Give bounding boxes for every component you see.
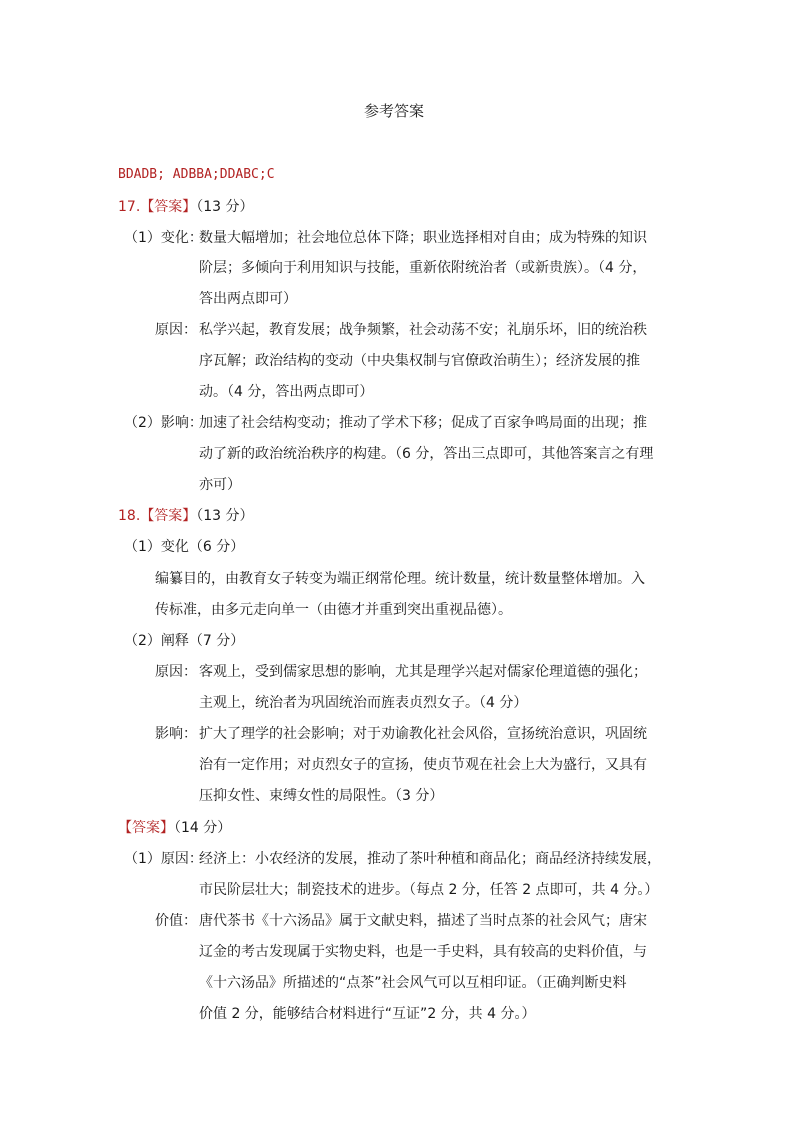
q18-score: （13 分）	[196, 508, 254, 524]
q17-answer-tag: 【答案】	[140, 199, 197, 215]
page-title: 参考答案	[364, 102, 425, 120]
q17-number: 17.	[118, 199, 141, 215]
q18-impact-line1: 扩大了理学的社会影响；对于劝谕教化社会风俗，宣扬统治意识，巩固统	[199, 726, 647, 742]
q19-value-line3: 《十六汤品》所描述的“点茶”社会风气可以互相印证。（正确判断史料	[199, 975, 627, 991]
q18-impact-line2: 治有一定作用；对贞烈女子的宣扬，使贞节观在社会上大为盛行，又具有	[199, 757, 647, 773]
q19-value-line2: 辽金的考古发现属于实物史料，也是一手史料，具有较高的史料价值，与	[199, 944, 647, 960]
q17-part2-line3: 亦可）	[199, 477, 241, 493]
q18-reason-line1: 客观上，受到儒家思想的影响，尤其是理学兴起对儒家伦理道德的强化；	[199, 664, 647, 680]
q19-answer-tag: 【答案】	[118, 820, 174, 836]
q17-reason-line2: 序瓦解；政治结构的变动（中央集权制与官僚政治萌生）；经济发展的推	[199, 353, 640, 369]
q19-part1-line2: 市民阶层壮大；制瓷技术的进步。（每点 2 分，任答 2 点即可，共 4 分。）	[199, 882, 659, 898]
q17-part1-line2: 阶层；多倾向于利用知识与技能，重新依附统治者（或新贵族）。（4 分，	[199, 260, 647, 276]
q18-answer-tag: 【答案】	[140, 508, 197, 524]
q17-part2-line1: 加速了社会结构变动；推动了学术下移；促成了百家争鸣局面的出现；推	[199, 415, 647, 431]
q18-part1-line1: 编纂目的，由教育女子转变为端正纲常伦理。统计数量，统计数量整体增加。入	[155, 571, 645, 587]
q19-value-label: 价值：	[155, 913, 197, 929]
q19-heading	[118, 818, 231, 838]
q19-part1-label: （1）原因：	[124, 851, 203, 867]
q18-part2-label: （2）阐释（7 分）	[124, 633, 245, 649]
q18-number: 18.	[118, 508, 141, 524]
q18-reason-label: 原因：	[155, 664, 197, 680]
q17-heading	[118, 197, 254, 217]
q18-impact-line3: 压抑女性、束缚女性的局限性。（3 分）	[199, 788, 444, 804]
choice-answers: BDADB; ADBBA;DDABC;C	[118, 167, 275, 182]
q19-part1-line1: 经济上：小农经济的发展，推动了茶叶种植和商品化；商品经济持续发展，	[199, 851, 661, 867]
q17-part1-line1: 数量大幅增加；社会地位总体下降；职业选择相对自由；成为特殊的知识	[199, 230, 647, 246]
q17-part2-label: （2）影响：	[124, 415, 203, 431]
q17-reason-line3: 动。（4 分，答出两点即可）	[199, 384, 374, 400]
q17-part1-line3: 答出两点即可）	[199, 291, 297, 307]
q17-reason-label: 原因：	[155, 322, 197, 338]
q18-part1-label: （1）变化（6 分）	[124, 539, 245, 555]
q18-part1-line2: 传标准，由多元走向单一（由德才并重到突出重视品德）。	[155, 602, 512, 618]
q17-part2-line2: 动了新的政治统治秩序的构建。（6 分，答出三点即可，其他答案言之有理	[199, 446, 654, 462]
q17-score: （13 分）	[196, 199, 254, 215]
q18-heading	[118, 506, 254, 526]
q17-reason-line1: 私学兴起，教育发展；战争频繁，社会动荡不安；礼崩乐坏，旧的统治秩	[199, 322, 647, 338]
q19-value-line4: 价值 2 分，能够结合材料进行“互证”2 分，共 4 分。）	[199, 1006, 536, 1022]
q18-impact-label: 影响：	[155, 726, 197, 742]
q19-value-line1: 唐代茶书《十六汤品》属于文献史料，描述了当时点茶的社会风气；唐宋	[199, 913, 647, 929]
q18-reason-line2: 主观上，统治者为巩固统治而旌表贞烈女子。（4 分）	[199, 695, 528, 711]
q19-score: （14 分）	[174, 820, 232, 836]
q17-part1-label: （1）变化：	[124, 230, 203, 246]
